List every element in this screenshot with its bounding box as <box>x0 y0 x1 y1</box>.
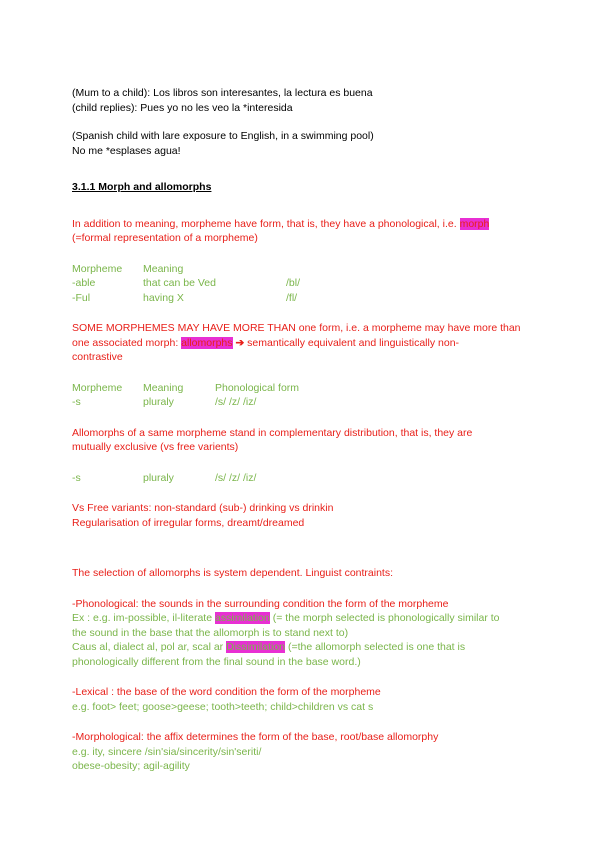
phonological-heading: -Phonological: the sounds in the surrounding condition the form of the morpheme <box>72 597 449 610</box>
arrow-right-icon: ➔ <box>235 336 245 349</box>
allomorph-line2-rest: semantically equivalent and linguistically non- <box>244 336 460 349</box>
morph-highlight: morph <box>459 217 490 230</box>
morphological-example1: e.g. ity, sincere /sin'sia/sincerity/sin'seriti/ <box>72 745 262 758</box>
complementary-line1: Allomorphs of a same morpheme stand in complementary distribution, that is, they are <box>72 426 473 439</box>
table3-cell-meaning: pluraly <box>143 471 174 484</box>
table2-cell-morpheme: -s <box>72 396 81 408</box>
phonological-example <box>72 611 542 626</box>
dialogue-child: (child replies): Pues yo no les veo la *interesida <box>72 101 293 114</box>
table3-cell-form: /s/ /z/ /iz/ <box>215 471 257 484</box>
dialogue-mum: (Mum to a child): Los libros son interesantes, la lectura es buena <box>72 87 373 99</box>
morphological-heading: -Morphological: the affix determines the form of the base, root/base allomorphy <box>72 731 439 743</box>
morphological-example2: obese-obesity; agil-agility <box>72 760 190 772</box>
table1-cell-morpheme: -able <box>72 277 96 289</box>
table2-header-morpheme: Morpheme <box>72 381 123 394</box>
dialogue-utterance: No me *esplases agua! <box>72 144 181 157</box>
table2-cell-meaning: pluraly <box>143 396 174 408</box>
table1-header-meaning: Meaning <box>143 262 184 275</box>
allomorph-line1: SOME MORPHEMES MAY HAVE MORE THAN one form, i.e. a morpheme may have more than <box>72 322 521 334</box>
dissimilation-text: Caus al, dialect al, pol ar, scal ar <box>72 641 224 653</box>
allomorph-line2-text: one associated morph: <box>72 336 179 349</box>
allomorph-line3: contrastive <box>72 351 123 363</box>
table2-header-form: Phonological form <box>215 381 300 394</box>
dissimilation-rest: (=the allomorph selected is one that is <box>285 641 466 653</box>
table1-header-morpheme: Morpheme <box>72 262 123 275</box>
table2-row <box>72 395 542 410</box>
table2-header <box>72 381 542 396</box>
table1-row <box>72 291 542 306</box>
lexical-example: e.g. foot> feet; goose>geese; tooth>teeth; child>children vs cat s <box>72 700 374 713</box>
allomorph-line2 <box>72 336 542 351</box>
dissimilation-highlight: Dissimilation <box>226 641 286 653</box>
phonological-example-rest: (= the morph selected is phonologically similar to <box>269 612 500 624</box>
intro-line2: (=formal representation of a morpheme) <box>72 232 258 244</box>
table1-cell-meaning: that can be Ved <box>143 277 216 289</box>
dissimilation-line2: phonologically different from the final sound in the base word.) <box>72 655 361 668</box>
allomorphs-highlight: allomorphs <box>181 336 233 349</box>
table2-cell-form: /s/ /z/ /iz/ <box>215 396 257 408</box>
lexical-heading: -Lexical : the base of the word condition the form of the morpheme <box>72 686 381 698</box>
phonological-example-text: Ex : e.g. im-possible, il-literate <box>72 612 213 624</box>
document-page <box>72 86 542 774</box>
variants-line2: Regularisation of irregular forms, dreamt/dreamed <box>72 516 305 529</box>
table1-row <box>72 276 542 291</box>
table1-cell-meaning: having X <box>143 291 184 304</box>
assimilation-highlight: assimilation <box>214 612 270 624</box>
dialogue-context: (Spanish child with lare exposure to English, in a swimming pool) <box>72 130 374 142</box>
intro-line1 <box>72 217 542 232</box>
dissimilation-line <box>72 640 542 655</box>
table1-cell-form: /fl/ <box>286 291 298 304</box>
table3-row <box>72 471 542 486</box>
selection-heading: The selection of allomorphs is system dependent. Linguist contraints: <box>72 567 394 579</box>
table1-cell-morpheme: -Ful <box>72 291 91 304</box>
intro-text: In addition to meaning, morpheme have form, that is, they have a phonological, i.e. <box>72 217 457 230</box>
table1-cell-form: /bl/ <box>286 277 301 289</box>
phonological-example-line2: the sound in the base that the allomorph is to stand next to) <box>72 626 349 639</box>
table2-header-meaning: Meaning <box>143 381 184 394</box>
section-title: 3.1.1 Morph and allomorphs <box>72 181 212 193</box>
complementary-line2: mutually exclusive (vs free varients) <box>72 441 239 453</box>
table1-header <box>72 262 542 277</box>
variants-line1: Vs Free variants: non-standard (sub-) drinking vs drinkin <box>72 502 334 514</box>
table3-cell-morpheme: -s <box>72 471 81 484</box>
